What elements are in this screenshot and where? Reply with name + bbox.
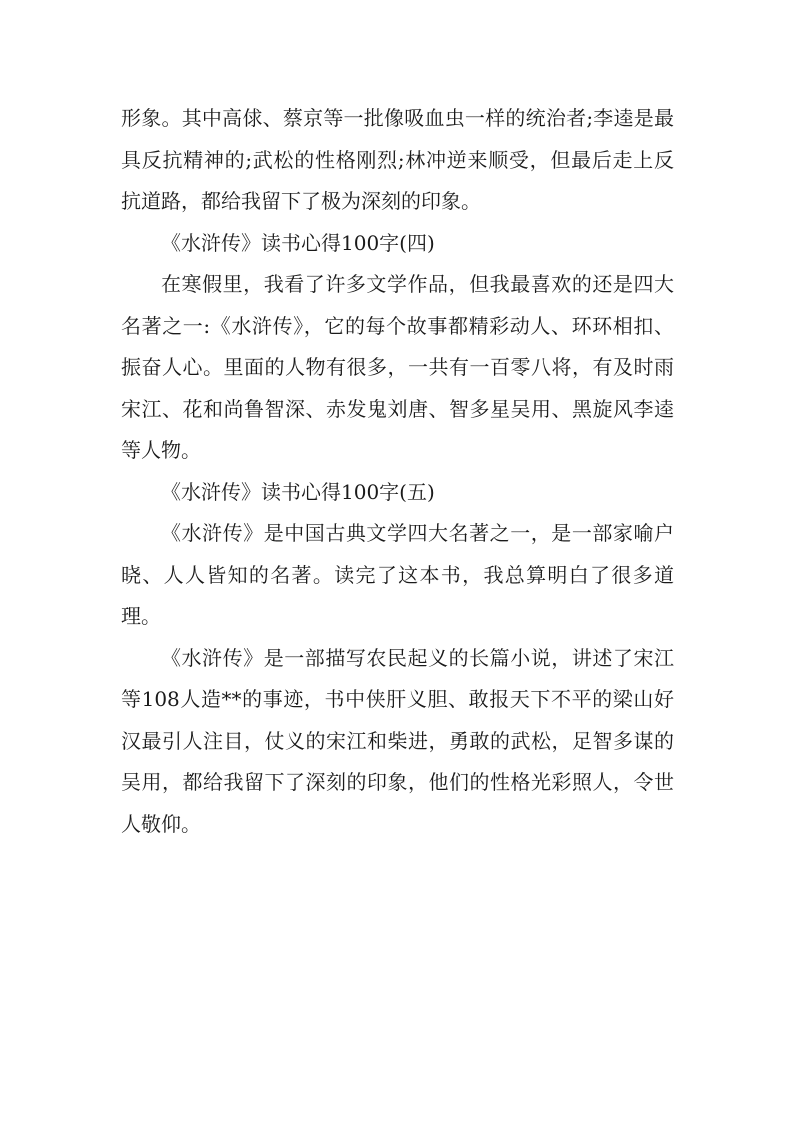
paragraph: 在寒假里，我看了许多文学作品，但我最喜欢的还是四大名著之一:《水浒传》，它的每个故事都精彩动人、环环相扣、振奋人心。里面的人物有很多，一共有一百零八将，有及时雨宋江、花和尚鲁智深、赤发鬼刘唐、智多星吴用、黑旋风李逵等人物。 [121, 272, 674, 462]
paragraph: 《水浒传》是中国古典文学四大名著之一，是一部家喻户晓、人人皆知的名著。读完了这本书，我总算明白了很多道理。 [121, 521, 674, 628]
paragraph: 《水浒传》是一部描写农民起义的长篇小说，讲述了宋江等108人造**的事迹，书中侠肝义胆、敢报天下不平的梁山好汉最引人注目，仗义的宋江和柴进，勇敢的武松，足智多谋的吴用，都给我留下了深刻的印象，他们的性格光彩照人，令世人敬仰。 [121, 645, 674, 836]
section-heading-4: 《水浒传》读书心得100字(四) [161, 230, 435, 255]
document-body [121, 98, 674, 845]
section-heading-5: 《水浒传》读书心得100字(五) [161, 479, 435, 504]
paragraph-continued: 形象。其中高俅、蔡京等一批像吸血虫一样的统治者;李逵是最具反抗精神的;武松的性格刚烈;林冲逆来顺受，但最后走上反抗道路，都给我留下了极为深刻的印象。 [121, 106, 674, 213]
